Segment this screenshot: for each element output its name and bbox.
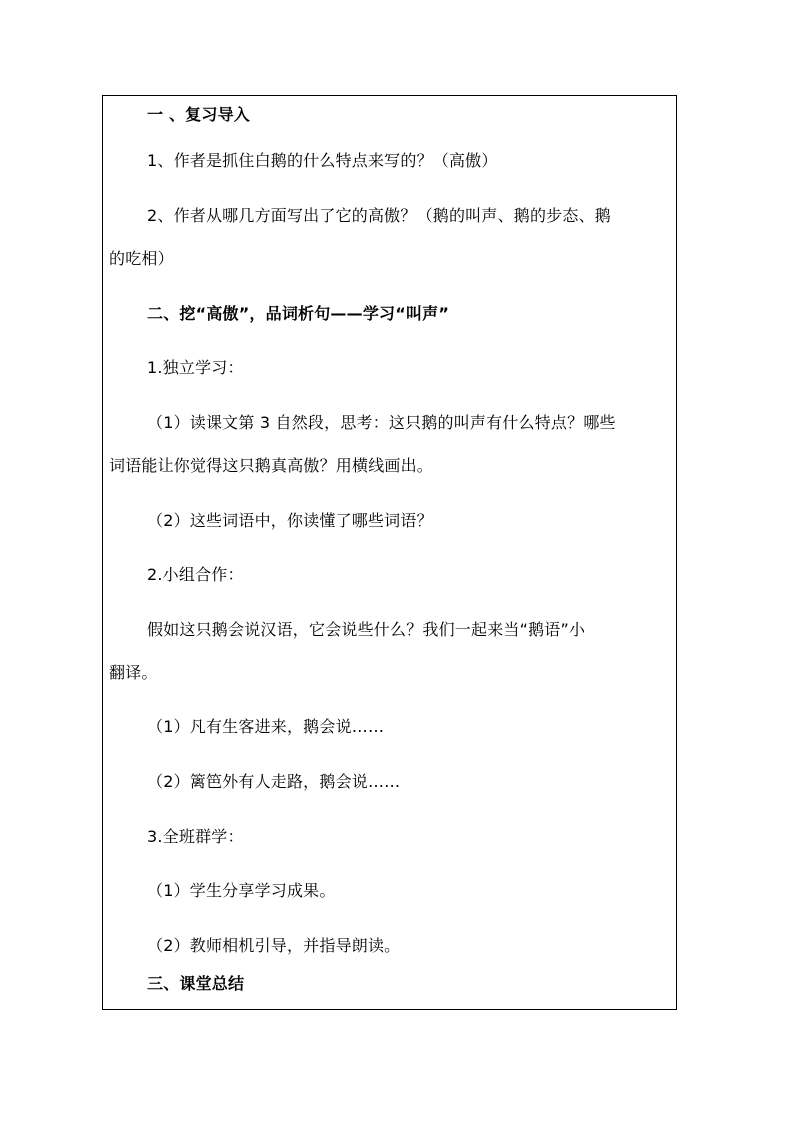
step-independent-item1-line1: （1）读课文第 3 自然段，思考：这只鹅的叫声有什么特点？哪些 xyxy=(147,413,616,432)
step-group-intro-line2: 翻译。 xyxy=(109,663,158,682)
step-independent-item1-line2: 词语能让你觉得这只鹅真高傲？用横线画出。 xyxy=(109,456,434,475)
step-independent-title: 1.独立学习： xyxy=(147,358,244,377)
step-class-item1: （1）学生分享学习成果。 xyxy=(147,881,336,900)
review-question-2-line1: 2、作者从哪几方面写出了它的高傲？（鹅的叫声、鹅的步态、鹅 xyxy=(147,206,611,225)
step-group-item1: （1）凡有生客进来，鹅会说…… xyxy=(147,717,385,736)
step-group-title: 2.小组合作： xyxy=(147,565,244,584)
step-class-item2: （2）教师相机引导，并指导朗读。 xyxy=(147,936,401,955)
step-independent-item2: （2）这些词语中，你读懂了哪些词语？ xyxy=(147,511,433,530)
step-group-intro-line1: 假如这只鹅会说汉语，它会说些什么？我们一起来当“鹅语”小 xyxy=(147,620,586,639)
section-heading-study: 二、挖“高傲”，品词析句——学习“叫声” xyxy=(147,304,450,323)
section-heading-summary: 三、课堂总结 xyxy=(147,974,245,993)
step-class-title: 3.全班群学： xyxy=(147,827,244,846)
lesson-table-cell xyxy=(102,95,677,1010)
review-question-2-line2: 的吃相） xyxy=(109,249,174,268)
step-group-item2: （2）篱笆外有人走路，鹅会说…… xyxy=(147,772,401,791)
section-heading-review: 一 、复习导入 xyxy=(147,105,250,124)
review-question-1: 1、作者是抓住白鹅的什么特点来写的？（高傲） xyxy=(147,151,498,170)
